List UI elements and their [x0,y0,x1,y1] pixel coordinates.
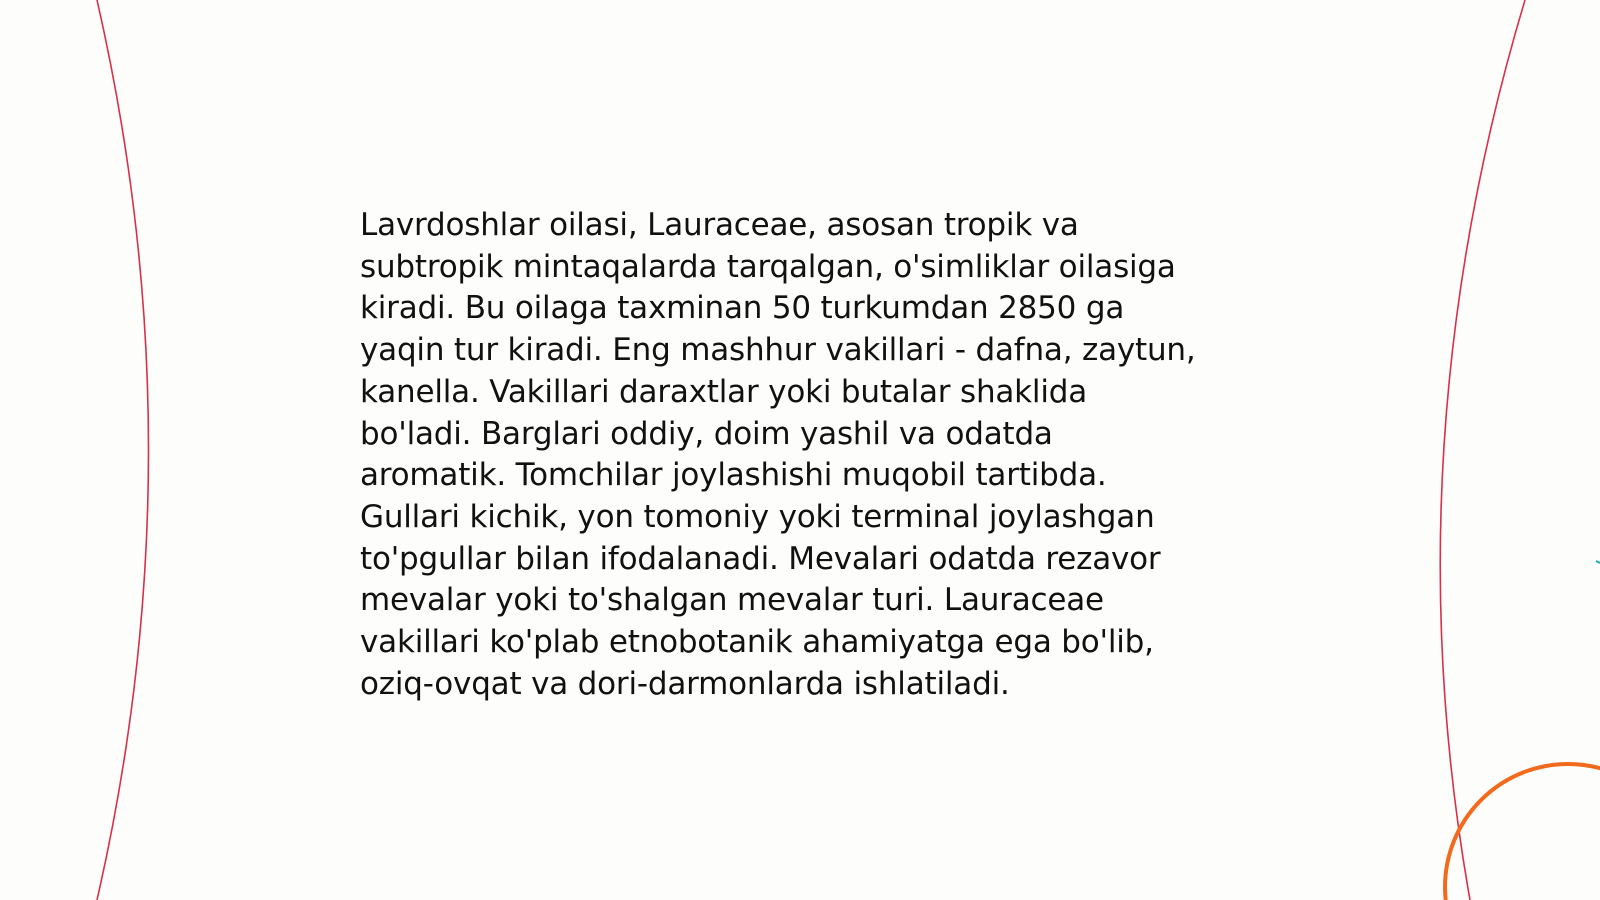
paragraph-line: yaqin tur kiradi. Eng mashhur vakillari - dafna, zaytun, [360,332,1196,369]
paragraph-line: mevalar yoki to'shalgan mevalar turi. Lauraceae [360,582,1104,619]
right-arc-line [1440,0,1525,900]
paragraph-line: Lavrdoshlar oilasi, Lauraceae, asosan tropik va [360,207,1079,243]
paragraph-line: kanella. Vakillari daraxtlar yoki butalar shaklida [360,373,1088,410]
paragraph-line: subtropik mintaqalarda tarqalgan, o'simliklar oilasiga [360,248,1176,285]
teal-accent-mark [1596,561,1600,563]
paragraph-line: kiradi. Bu oilaga taxminan 50 turkumdan 2850 ga [360,290,1125,327]
paragraph-line: aromatik. Tomchilar joylashishi muqobil tartibda. [360,457,1107,494]
paragraph-line: bo'ladi. Barglari oddiy, doim yashil va odatda [360,415,1053,452]
orange-circle-outline [1445,764,1600,900]
paragraph-line: oziq-ovqat va dori-darmonlarda ishlatiladi. [360,665,1010,702]
left-arc-line [97,0,149,900]
paragraph-line: to'pgullar bilan ifodalanadi. Mevalari odatda rezavor [360,540,1161,577]
paragraph-line: vakillari ko'plab etnobotanik ahamiyatga ega bo'lib, [360,624,1154,661]
paragraph-line: Gullari kichik, yon tomoniy yoki terminal joylashgan [360,498,1155,535]
body-paragraph [360,205,1260,705]
